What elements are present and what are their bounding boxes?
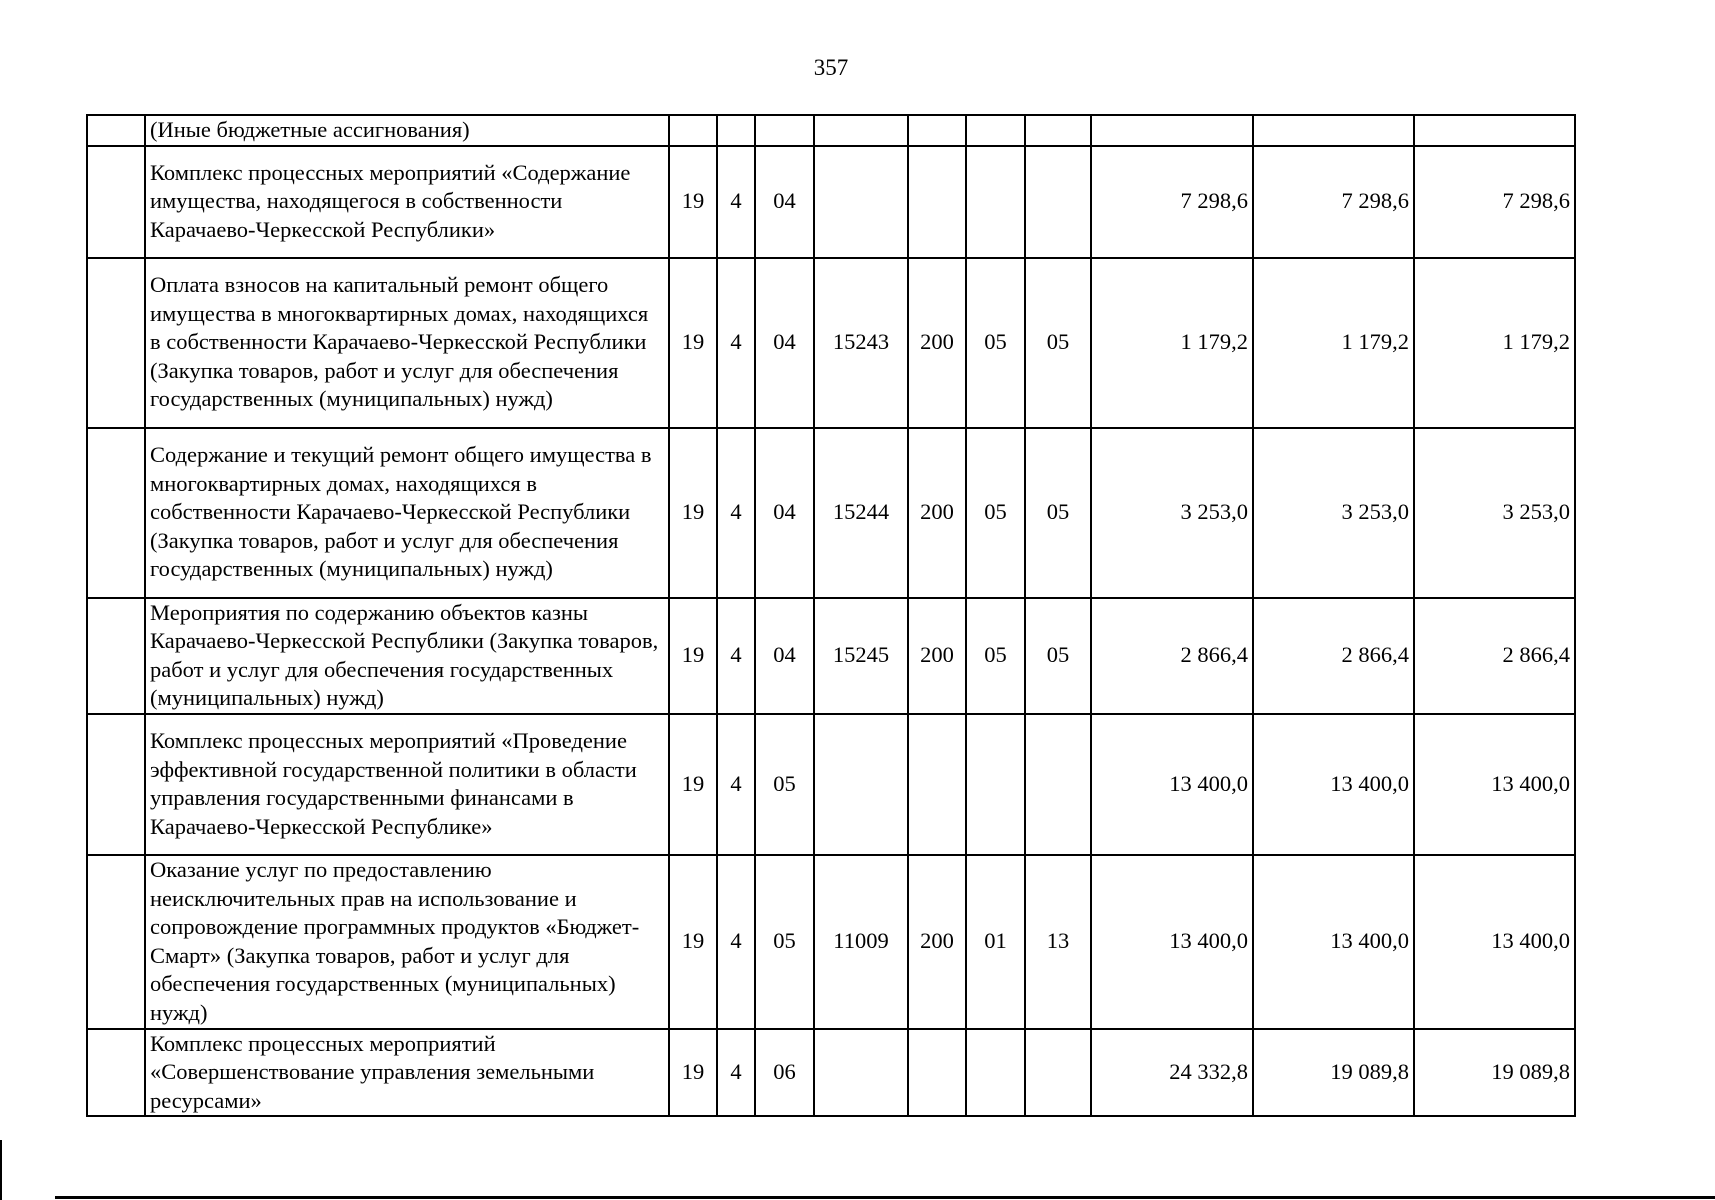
amount-cell: 1 179,2 <box>1091 258 1253 428</box>
amount-cell: 2 866,4 <box>1414 598 1575 714</box>
amount-cell: 13 400,0 <box>1253 855 1414 1029</box>
row-description: Оплата взносов на капитальный ремонт общего имущества в многоквартирных домах, находящихся в собственности Карачаево-Черкесской Республики (Закупка товаров, работ и услуг для обеспечения государственных (муниципальных) нужд) <box>145 258 669 428</box>
code-cell <box>1025 146 1091 258</box>
code-cell: 4 <box>717 714 755 855</box>
code-cell: 200 <box>908 855 966 1029</box>
code-cell: 15244 <box>814 428 908 598</box>
row-marker-cell <box>87 115 145 146</box>
code-cell: 05 <box>755 855 814 1029</box>
code-cell: 4 <box>717 258 755 428</box>
code-cell <box>755 115 814 146</box>
code-cell: 05 <box>966 258 1025 428</box>
code-cell: 11009 <box>814 855 908 1029</box>
amount-cell: 13 400,0 <box>1091 855 1253 1029</box>
code-cell: 200 <box>908 428 966 598</box>
code-cell <box>966 115 1025 146</box>
table-row <box>87 1029 1575 1117</box>
code-cell: 200 <box>908 598 966 714</box>
code-cell <box>966 1029 1025 1117</box>
amount-cell <box>1414 115 1575 146</box>
code-cell <box>908 115 966 146</box>
code-cell: 200 <box>908 258 966 428</box>
amount-cell: 3 253,0 <box>1253 428 1414 598</box>
row-description: (Иные бюджетные ассигнования) <box>145 115 669 146</box>
code-cell: 19 <box>669 855 717 1029</box>
amount-cell: 19 089,8 <box>1253 1029 1414 1117</box>
code-cell: 4 <box>717 146 755 258</box>
code-cell <box>908 714 966 855</box>
table-row <box>87 146 1575 258</box>
amount-cell: 1 179,2 <box>1253 258 1414 428</box>
amount-cell: 2 866,4 <box>1253 598 1414 714</box>
table-row <box>87 714 1575 855</box>
amount-cell: 13 400,0 <box>1091 714 1253 855</box>
code-cell: 19 <box>669 714 717 855</box>
code-cell: 06 <box>755 1029 814 1117</box>
code-cell: 04 <box>755 146 814 258</box>
code-cell: 04 <box>755 428 814 598</box>
code-cell <box>1025 115 1091 146</box>
code-cell <box>1025 1029 1091 1117</box>
row-marker-cell <box>87 1029 145 1117</box>
code-cell: 4 <box>717 1029 755 1117</box>
row-description: Комплекс процессных мероприятий «Содержание имущества, находящегося в собственности Карачаево-Черкесской Республики» <box>145 146 669 258</box>
code-cell: 19 <box>669 146 717 258</box>
code-cell: 04 <box>755 598 814 714</box>
code-cell: 05 <box>1025 598 1091 714</box>
code-cell: 4 <box>717 428 755 598</box>
amount-cell: 3 253,0 <box>1414 428 1575 598</box>
code-cell <box>966 714 1025 855</box>
scan-bottom-edge <box>55 1196 1715 1199</box>
code-cell: 19 <box>669 258 717 428</box>
row-marker-cell <box>87 855 145 1029</box>
code-cell: 04 <box>755 258 814 428</box>
row-marker-cell <box>87 428 145 598</box>
code-cell: 19 <box>669 428 717 598</box>
amount-cell: 7 298,6 <box>1091 146 1253 258</box>
row-marker-cell <box>87 258 145 428</box>
row-marker-cell <box>87 598 145 714</box>
code-cell: 05 <box>755 714 814 855</box>
scan-margin-edge <box>0 1140 2 1200</box>
code-cell: 4 <box>717 855 755 1029</box>
code-cell: 15243 <box>814 258 908 428</box>
amount-cell <box>1253 115 1414 146</box>
budget-table <box>86 114 1576 1117</box>
row-description: Комплекс процессных мероприятий «Совершенствование управления земельными ресурсами» <box>145 1029 669 1117</box>
code-cell: 05 <box>966 428 1025 598</box>
row-description: Комплекс процессных мероприятий «Проведение эффективной государственной политики в области управления государственными финансами в Карачаево-Черкесской Республике» <box>145 714 669 855</box>
code-cell <box>908 146 966 258</box>
row-marker-cell <box>87 146 145 258</box>
amount-cell: 13 400,0 <box>1253 714 1414 855</box>
code-cell: 13 <box>1025 855 1091 1029</box>
code-cell <box>814 146 908 258</box>
code-cell: 05 <box>966 598 1025 714</box>
code-cell <box>966 146 1025 258</box>
row-description: Содержание и текущий ремонт общего имущества в многоквартирных домах, находящихся в собственности Карачаево-Черкесской Республики (Закупка товаров, работ и услуг для обеспечения государственных (муниципальных) нужд) <box>145 428 669 598</box>
amount-cell: 24 332,8 <box>1091 1029 1253 1117</box>
code-cell <box>814 714 908 855</box>
amount-cell: 2 866,4 <box>1091 598 1253 714</box>
table-row <box>87 428 1575 598</box>
code-cell <box>908 1029 966 1117</box>
code-cell <box>717 115 755 146</box>
amount-cell: 7 298,6 <box>1414 146 1575 258</box>
row-description: Оказание услуг по предоставлению неисключительных прав на использование и сопровождение программных продуктов «Бюджет-Смарт» (Закупка товаров, работ и услуг для обеспечения государственных (муниципальных) нужд) <box>145 855 669 1029</box>
row-marker-cell <box>87 714 145 855</box>
amount-cell: 19 089,8 <box>1414 1029 1575 1117</box>
code-cell <box>1025 714 1091 855</box>
code-cell: 05 <box>1025 258 1091 428</box>
code-cell: 05 <box>1025 428 1091 598</box>
amount-cell: 7 298,6 <box>1253 146 1414 258</box>
table-row <box>87 258 1575 428</box>
page-number: 357 <box>813 55 849 80</box>
code-cell: 15245 <box>814 598 908 714</box>
amount-cell: 3 253,0 <box>1091 428 1253 598</box>
table-row <box>87 115 1575 146</box>
code-cell: 19 <box>669 1029 717 1117</box>
code-cell <box>669 115 717 146</box>
table-row <box>87 598 1575 714</box>
amount-cell: 1 179,2 <box>1414 258 1575 428</box>
amount-cell: 13 400,0 <box>1414 855 1575 1029</box>
code-cell: 19 <box>669 598 717 714</box>
amount-cell <box>1091 115 1253 146</box>
amount-cell: 13 400,0 <box>1414 714 1575 855</box>
row-description: Мероприятия по содержанию объектов казны Карачаево-Черкесской Республики (Закупка товаров, работ и услуг для обеспечения государственных (муниципальных) нужд) <box>145 598 669 714</box>
code-cell <box>814 1029 908 1117</box>
code-cell <box>814 115 908 146</box>
code-cell: 4 <box>717 598 755 714</box>
table-row <box>87 855 1575 1029</box>
code-cell: 01 <box>966 855 1025 1029</box>
